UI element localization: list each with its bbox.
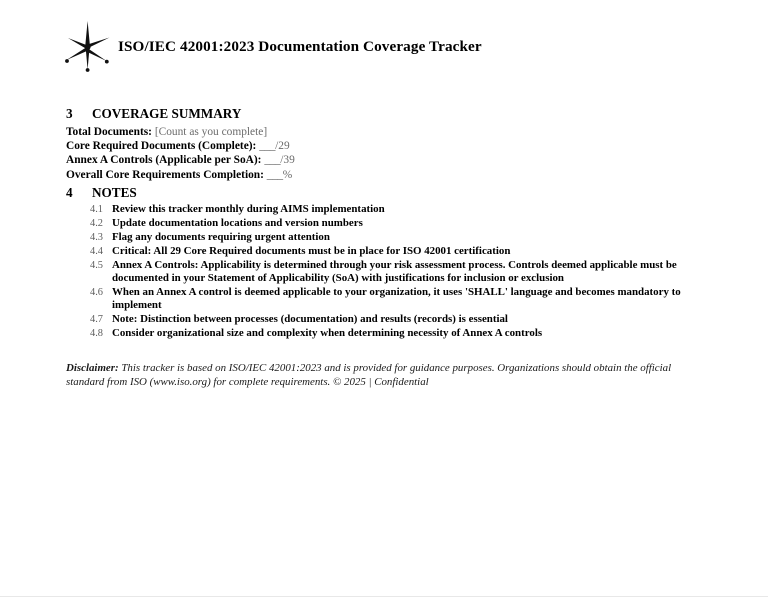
summary-row-total-documents [66, 125, 714, 139]
section-title: COVERAGE SUMMARY [92, 106, 242, 121]
note-number: 4.6 [90, 287, 103, 299]
list-item [66, 217, 714, 230]
coverage-summary-list [66, 125, 714, 182]
summary-label: Annex A Controls (Applicable per SoA): [66, 154, 262, 167]
summary-row-core-required-documents [66, 139, 714, 153]
summary-value: % [282, 168, 293, 181]
six-pointed-starburst-icon [62, 20, 114, 76]
note-text: Flag any documents requiring urgent attention [112, 230, 330, 243]
summary-label: Total Documents: [66, 125, 152, 138]
notes-list [66, 203, 714, 341]
list-item [66, 259, 714, 285]
note-text: Critical: All 29 Core Required documents must be in place for ISO 42001 certification [112, 244, 511, 257]
note-number: 4.7 [90, 314, 103, 326]
section-heading-coverage-summary [66, 106, 714, 123]
page-title: ISO/IEC 42001:2023 Documentation Coverage Tracker [118, 38, 482, 55]
summary-row-annex-a-controls [66, 153, 714, 167]
summary-label: Core Required Documents (Complete): [66, 140, 257, 153]
summary-value: /29 [275, 140, 290, 153]
disclaimer-label: Disclaimer: [66, 362, 119, 374]
note-text: When an Annex A control is deemed applicable to your organization, it uses 'SHALL' language and becomes mandatory to implement [112, 286, 681, 312]
note-number: 4.4 [90, 245, 103, 257]
list-item [66, 286, 714, 312]
list-item [66, 203, 714, 216]
list-item [66, 313, 714, 326]
note-text: Consider organizational size and complexity when determining necessity of Annex A controls [112, 327, 543, 340]
section-number: 4 [66, 184, 73, 200]
summary-value: [Count as you complete] [154, 125, 268, 138]
summary-value: /39 [280, 154, 295, 167]
list-item [66, 245, 714, 258]
note-text: Update documentation locations and version numbers [112, 216, 363, 229]
note-number: 4.8 [90, 328, 103, 340]
document-header [62, 18, 722, 80]
section-title: NOTES [92, 184, 137, 200]
summary-blank: ___ [266, 168, 283, 181]
summary-row-overall-completion [66, 168, 714, 182]
note-text: Annex A Controls: Applicability is determined through your risk assessment process. Controls deemed applicable must be documented in your Statement of Applicability (SoA) with justifications for inclusion or exclusion [112, 258, 677, 285]
disclaimer [66, 362, 686, 389]
section-heading-notes [66, 185, 714, 202]
summary-label: Overall Core Requirements Completion: [66, 168, 264, 181]
note-text: Note: Distinction between processes (documentation) and results (records) is essential [112, 313, 508, 326]
note-text: Review this tracker monthly during AIMS implementation [112, 202, 385, 215]
summary-blank: ___ [264, 154, 281, 167]
summary-blank: ___ [259, 140, 276, 153]
note-number: 4.2 [90, 217, 103, 229]
list-item [66, 327, 714, 340]
note-number: 4.3 [90, 231, 103, 243]
note-number: 4.5 [90, 259, 103, 271]
note-number: 4.1 [90, 203, 103, 215]
disclaimer-text: This tracker is based on ISO/IEC 42001:2023 and is provided for guidance purposes. Organizations should obtain the official standard from ISO (www.iso.org) for complete requirements. © 2025 | Confidential [66, 362, 672, 388]
document-body [66, 106, 714, 342]
section-number: 3 [66, 106, 73, 121]
list-item [66, 231, 714, 244]
